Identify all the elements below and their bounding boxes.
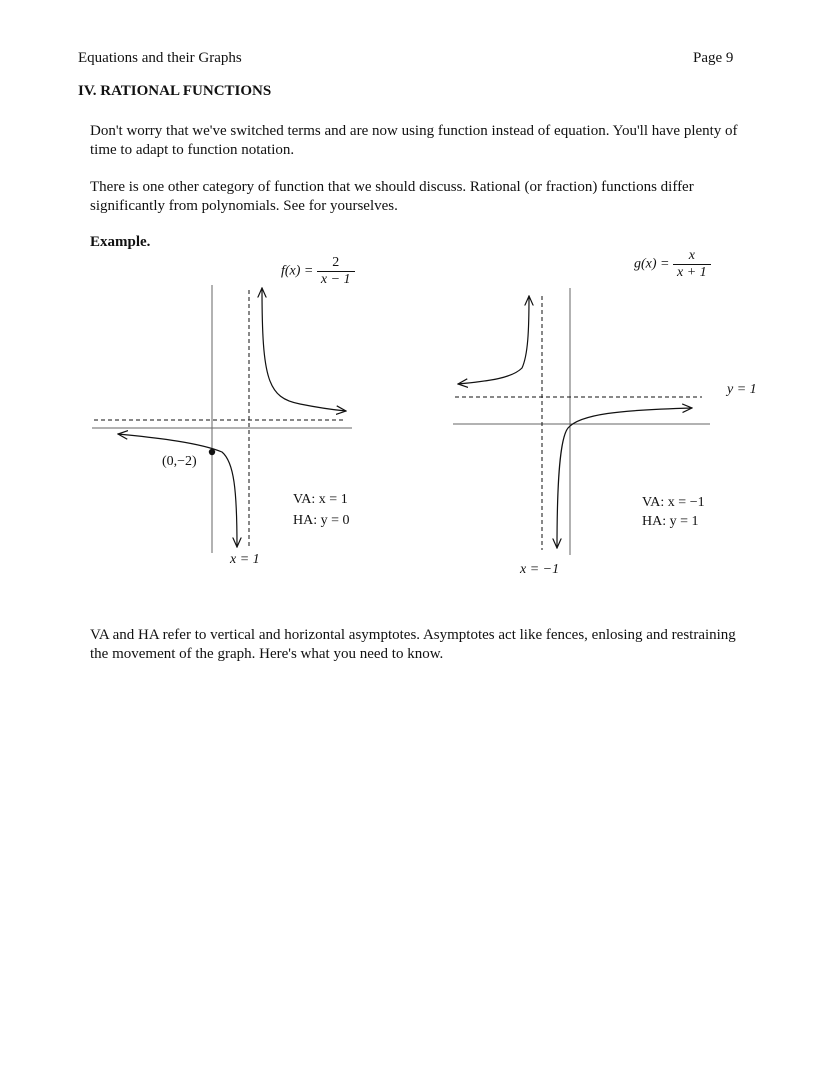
example-label: Example. (90, 234, 151, 250)
f-y-intercept-point (209, 449, 215, 455)
g-function-label (634, 248, 711, 281)
g-va-line-label: x = −1 (520, 562, 560, 577)
g-left-branch (458, 296, 529, 384)
f-right-branch (262, 288, 346, 411)
f-va-line-label: x = 1 (230, 552, 260, 567)
f-left-branch (118, 434, 237, 547)
g-function-fraction (673, 248, 711, 281)
g-va-label: VA: x = −1 (642, 495, 705, 510)
f-ha-label: HA: y = 0 (293, 513, 350, 528)
rational-paragraph: There is one other category of function that we should discuss. Rational (or fraction) functions differ significantly from polynomials. See for yourselves. (90, 179, 694, 214)
section-title: IV. RATIONAL FUNCTIONS (78, 83, 272, 99)
g-function-lhs: g(x) = (634, 256, 670, 272)
asymptote-paragraph: VA and HA refer to vertical and horizontal asymptotes. Asymptotes act like fences, enlosing and restraining the movement of the graph. Here's what you need to know. (90, 627, 736, 662)
g-ha-line-label: y = 1 (727, 382, 757, 397)
f-function-lhs: f(x) = (281, 263, 314, 279)
f-function-label (281, 255, 355, 288)
g-denominator: x + 1 (673, 264, 711, 281)
f-function-fraction (317, 255, 355, 288)
f-numerator: 2 (332, 255, 340, 270)
g-ha-label: HA: y = 1 (642, 514, 699, 529)
g-numerator: x (688, 248, 695, 263)
intro-paragraph: Don't worry that we've switched terms and are now using function instead of equation. You'll have plenty of time to adapt to function notation. (90, 123, 738, 158)
doc-header-title: Equations and their Graphs (78, 50, 242, 66)
f-point-label: (0,−2) (162, 454, 197, 469)
f-va-label: VA: x = 1 (293, 492, 348, 507)
f-denominator: x − 1 (317, 271, 355, 288)
page-number: Page 9 (693, 50, 734, 66)
